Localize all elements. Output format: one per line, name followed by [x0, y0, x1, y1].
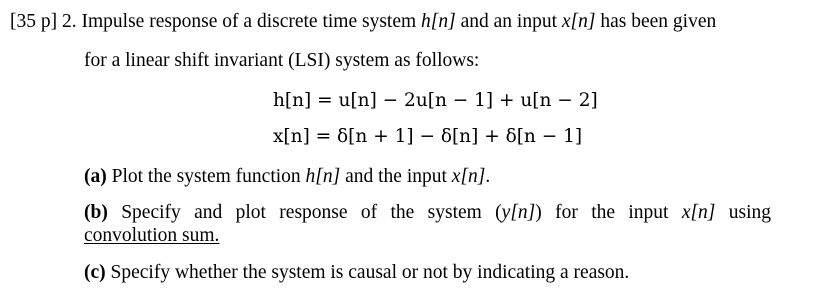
equation-x	[273, 124, 582, 150]
equation-h	[273, 88, 598, 114]
intro-text-a: Impulse response of a discrete time system	[81, 11, 422, 32]
part-b-text-2: ) for the input	[535, 202, 682, 223]
part-a-x-symbol: x[n]	[451, 166, 486, 187]
part-a-text-1: Plot the system function	[106, 166, 306, 187]
intro-text-c: has been given	[595, 11, 717, 32]
part-b-line-1	[84, 201, 771, 225]
part-a-label: (a)	[84, 166, 107, 187]
question-number: 2.	[62, 11, 77, 32]
equation-x-text: x[n] = δ[n + 1] − δ[n] + δ[n − 1]	[273, 126, 583, 147]
intro-text-b: and an input	[455, 11, 562, 32]
question-intro-line-2	[84, 49, 479, 73]
part-c-text: Specify whether the system is causal or not by indicating a reason.	[105, 262, 630, 283]
points-label: [35 p]	[10, 11, 58, 32]
part-b-text-3: using	[715, 202, 772, 223]
part-a-text-3: .	[485, 166, 491, 187]
part-a-h-symbol: h[n]	[305, 166, 341, 187]
part-a-text-2: and the input	[340, 166, 452, 187]
part-b-text-1: Specify and plot response of the system (	[121, 202, 502, 223]
part-c-label: (c)	[84, 262, 106, 283]
part-c	[84, 261, 629, 285]
intro-text-line2: for a linear shift invariant (LSI) system as follows:	[84, 50, 480, 71]
equation-h-text: h[n] = u[n] − 2u[n − 1] + u[n − 2]	[273, 90, 598, 111]
part-b-line-2	[84, 224, 219, 248]
part-b-y-symbol: y[n]	[501, 202, 536, 223]
input-symbol: x[n]	[561, 11, 596, 32]
part-b-label: (b)	[84, 202, 108, 223]
part-b-convolution-text: convolution sum.	[84, 225, 220, 246]
part-b-x-symbol: x[n]	[681, 202, 716, 223]
question-intro-line-1	[10, 10, 716, 34]
impulse-response-symbol: h[n]	[421, 11, 456, 32]
part-a	[84, 165, 490, 189]
